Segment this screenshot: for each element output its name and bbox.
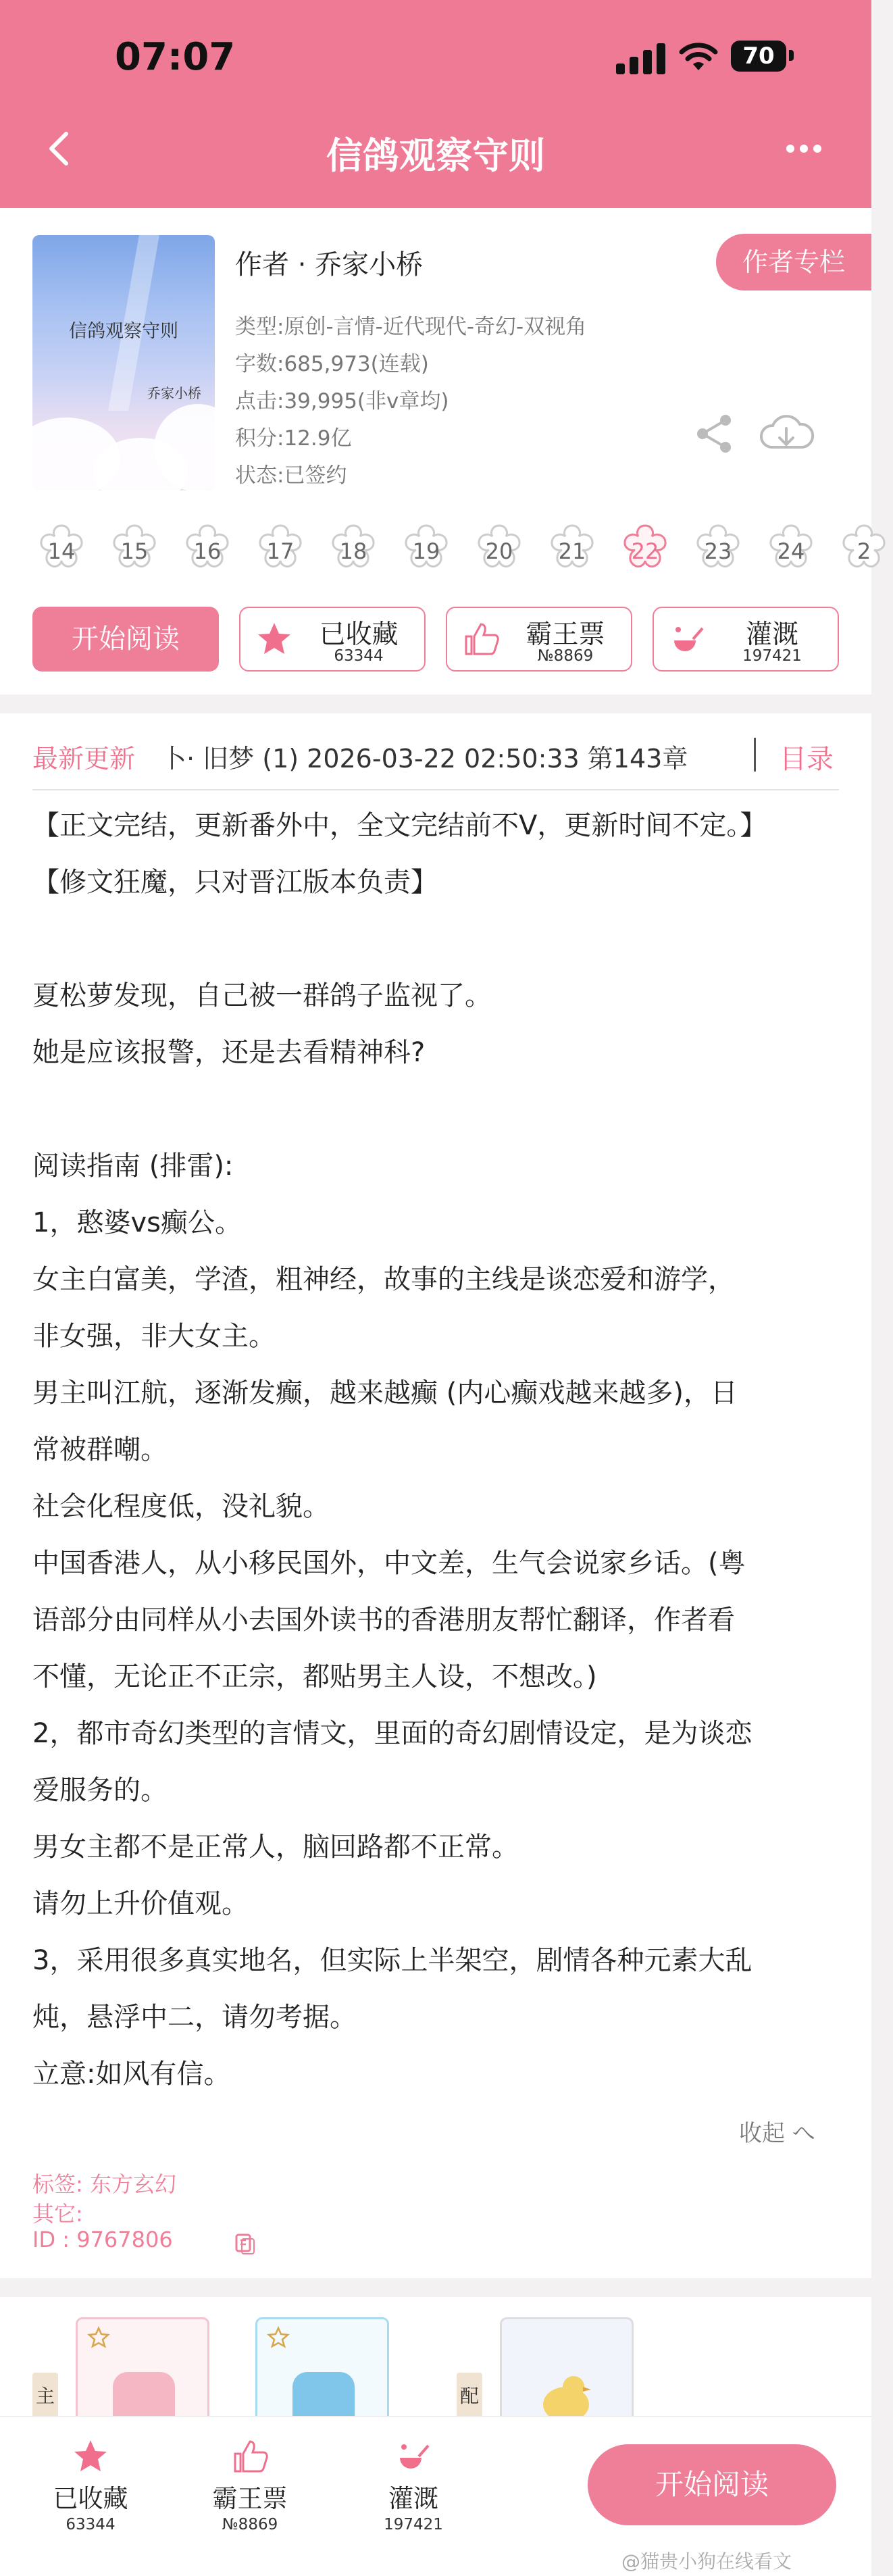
ticket-button[interactable] xyxy=(446,607,632,672)
signal-icon xyxy=(616,64,625,74)
flower-number: 15 xyxy=(120,538,149,564)
intro-line: 立意:如风有信。 xyxy=(32,2059,231,2090)
flower-number: 24 xyxy=(777,538,805,564)
intro-line: 社会化程度低，没礼貌。 xyxy=(32,1491,330,1522)
book-cover[interactable] xyxy=(32,235,215,490)
bottom-collect-label: 已收藏 xyxy=(53,2484,128,2513)
flower-badge[interactable] xyxy=(543,520,601,578)
water-count: 197421 xyxy=(742,647,802,665)
more-button[interactable] xyxy=(770,127,838,168)
intro-line: 她是应该报警，还是去看精神科? xyxy=(32,1037,426,1068)
rating-flowers xyxy=(32,520,871,578)
meta-clicks: 点击:39,995(非v章均) xyxy=(235,389,449,413)
battery-tip xyxy=(789,50,794,61)
signal-bar xyxy=(630,57,638,74)
star-badge-icon xyxy=(267,2326,290,2349)
intro-line: 中国香港人，从小移民国外，中文差，生气会说家乡话。(粤 xyxy=(32,1548,746,1579)
flower-number: 18 xyxy=(339,538,367,564)
meta-status: 状态:已签约 xyxy=(235,463,347,488)
collect-count: 63344 xyxy=(334,647,384,665)
signal-bar xyxy=(643,50,652,74)
watering-can-icon xyxy=(394,2438,432,2475)
flower-badge[interactable] xyxy=(835,520,893,578)
intro-line: 炖，悬浮中二，请勿考据。 xyxy=(32,2002,357,2033)
share-icon[interactable] xyxy=(693,412,736,455)
intro-line: 爱服务的。 xyxy=(32,1775,168,1806)
bottom-collect-button[interactable] xyxy=(23,2438,158,2539)
other-line: 其它: xyxy=(32,2201,83,2227)
status-icons xyxy=(616,39,805,74)
flower-badge[interactable] xyxy=(470,520,528,578)
intro-card xyxy=(0,713,871,2278)
intro-line: 常被群嘲。 xyxy=(32,1434,168,1465)
author-column-button[interactable]: 作者专栏 xyxy=(716,234,871,291)
latest-update-text[interactable]: 卜· 旧梦 (1) 2026-03-22 02:50:33 第143章 xyxy=(161,744,688,774)
copy-icon[interactable] xyxy=(234,2232,257,2255)
flower-number: 2 xyxy=(857,538,871,564)
divider xyxy=(32,789,839,790)
ticket-label: 霸王票 xyxy=(526,620,605,650)
divider xyxy=(754,738,756,772)
intro-line: 阅读指南 (排雷): xyxy=(32,1151,234,1182)
cover-title: 信鸽观察守则 xyxy=(69,321,178,342)
intro-line: 请勿上升价值观。 xyxy=(32,1888,249,1919)
collect-button[interactable] xyxy=(239,607,426,672)
flower-badge[interactable] xyxy=(762,520,820,578)
wifi-icon xyxy=(678,42,719,73)
action-row xyxy=(32,607,843,672)
bottom-start-reading-button[interactable]: 开始阅读 xyxy=(588,2444,836,2525)
bottom-water-button[interactable] xyxy=(346,2438,481,2539)
intro-line: 男主叫江航，逐渐发癫，越来越癫 (内心癫戏越来越多)，日 xyxy=(32,1378,738,1409)
thumbs-up-icon xyxy=(462,620,500,658)
collect-label: 已收藏 xyxy=(319,620,399,650)
status-time: 07:07 xyxy=(115,35,236,79)
intro-line: 3，采用很多真实地名，但实际上半架空，剧情各种元素大乱 xyxy=(32,1945,752,1976)
book-id: ID : 9767806 xyxy=(32,2227,173,2252)
more-dots-icon xyxy=(786,145,794,153)
battery-indicator: 70 xyxy=(731,41,786,72)
intro-line: 男女主都不是正常人，脑回路都不正常。 xyxy=(32,1832,519,1863)
flower-badge[interactable] xyxy=(397,520,455,578)
collapse-button[interactable]: 收起 へ xyxy=(739,2120,815,2147)
author-name[interactable]: 作者 · 乔家小桥 xyxy=(235,249,424,280)
latest-update-row[interactable] xyxy=(32,734,843,774)
intro-line: 非女强，非大女主。 xyxy=(32,1321,276,1352)
cloud-download-icon[interactable] xyxy=(758,409,815,457)
bottom-ticket-count: №8869 xyxy=(222,2516,278,2533)
cover-cloud xyxy=(154,404,242,492)
water-label: 灌溉 xyxy=(745,620,798,650)
bottom-ticket-label: 霸王票 xyxy=(212,2484,288,2513)
meta-points: 积分:12.9亿 xyxy=(235,426,352,451)
flower-number: 20 xyxy=(485,538,513,564)
flower-badge[interactable] xyxy=(251,520,309,578)
flower-number: 19 xyxy=(412,538,440,564)
thumbs-up-icon xyxy=(231,2438,269,2475)
latest-update-label: 最新更新 xyxy=(32,744,136,774)
page-title: 信鸽观察守则 xyxy=(326,134,545,177)
cover-author: 乔家小桥 xyxy=(147,385,201,401)
book-info-card xyxy=(0,208,871,694)
intro-line: 【修文狂魔，只对晋江版本负责】 xyxy=(32,867,438,898)
bottom-collect-count: 63344 xyxy=(66,2516,116,2533)
flower-badge[interactable] xyxy=(324,520,382,578)
top-bar xyxy=(0,0,871,208)
intro-line: 女主白富美，学渣，粗神经，故事的主线是谈恋爱和游学， xyxy=(32,1264,735,1295)
char-role-label: 配 xyxy=(457,2373,482,2420)
start-reading-button[interactable]: 开始阅读 xyxy=(32,607,219,672)
star-icon xyxy=(72,2438,109,2475)
intro-line: 夏松萝发现，自己被一群鸽子监视了。 xyxy=(32,980,492,1011)
flower-badge[interactable] xyxy=(32,520,91,578)
intro-line: 2，都市奇幻类型的言情文，里面的奇幻剧情设定，是为谈恋 xyxy=(32,1718,752,1749)
flower-badge[interactable] xyxy=(178,520,236,578)
water-button[interactable] xyxy=(653,607,839,672)
bottom-water-count: 197421 xyxy=(384,2516,443,2533)
flower-number: 14 xyxy=(47,538,76,564)
flower-badge[interactable] xyxy=(105,520,163,578)
flower-number: 22 xyxy=(631,538,659,564)
intro-line: 不懂，无论正不正宗，都贴男主人设，不想改。) xyxy=(32,1661,597,1692)
star-icon xyxy=(255,620,293,658)
more-dot xyxy=(813,145,821,153)
flower-badge-active[interactable] xyxy=(616,520,674,578)
flower-badge[interactable] xyxy=(689,520,747,578)
flower-number: 17 xyxy=(266,538,295,564)
toc-link[interactable]: 目录 xyxy=(780,744,834,775)
intro-line: 1，憨婆vs癫公。 xyxy=(32,1207,242,1238)
tags-line[interactable]: 标签: 东方玄幻 xyxy=(32,2171,176,2197)
meta-word-count: 字数:685,973(连载) xyxy=(235,352,429,376)
ticket-count: №8869 xyxy=(537,647,594,665)
watering-can-icon xyxy=(669,620,707,658)
intro-line: 语部分由同样从小去国外读书的香港朋友帮忙翻译，作者看 xyxy=(32,1605,735,1636)
bottom-water-label: 灌溉 xyxy=(388,2484,438,2513)
meta-type: 类型:原创-言情-近代现代-奇幻-双视角 xyxy=(235,315,587,339)
flower-number: 21 xyxy=(558,538,586,564)
bottom-ticket-button[interactable] xyxy=(182,2438,317,2539)
char-role-label: 主 xyxy=(32,2373,58,2420)
characters-strip xyxy=(0,2297,871,2419)
flower-number: 16 xyxy=(193,538,222,564)
more-dot xyxy=(800,145,808,153)
watermark: @猫贵小狗在线看文 xyxy=(621,2550,792,2573)
flower-number: 23 xyxy=(704,538,732,564)
star-badge-icon xyxy=(87,2326,110,2349)
signal-bar xyxy=(657,43,665,74)
intro-line: 【正文完结，更新番外中，全文完结前不V，更新时间不定。】 xyxy=(32,810,767,841)
